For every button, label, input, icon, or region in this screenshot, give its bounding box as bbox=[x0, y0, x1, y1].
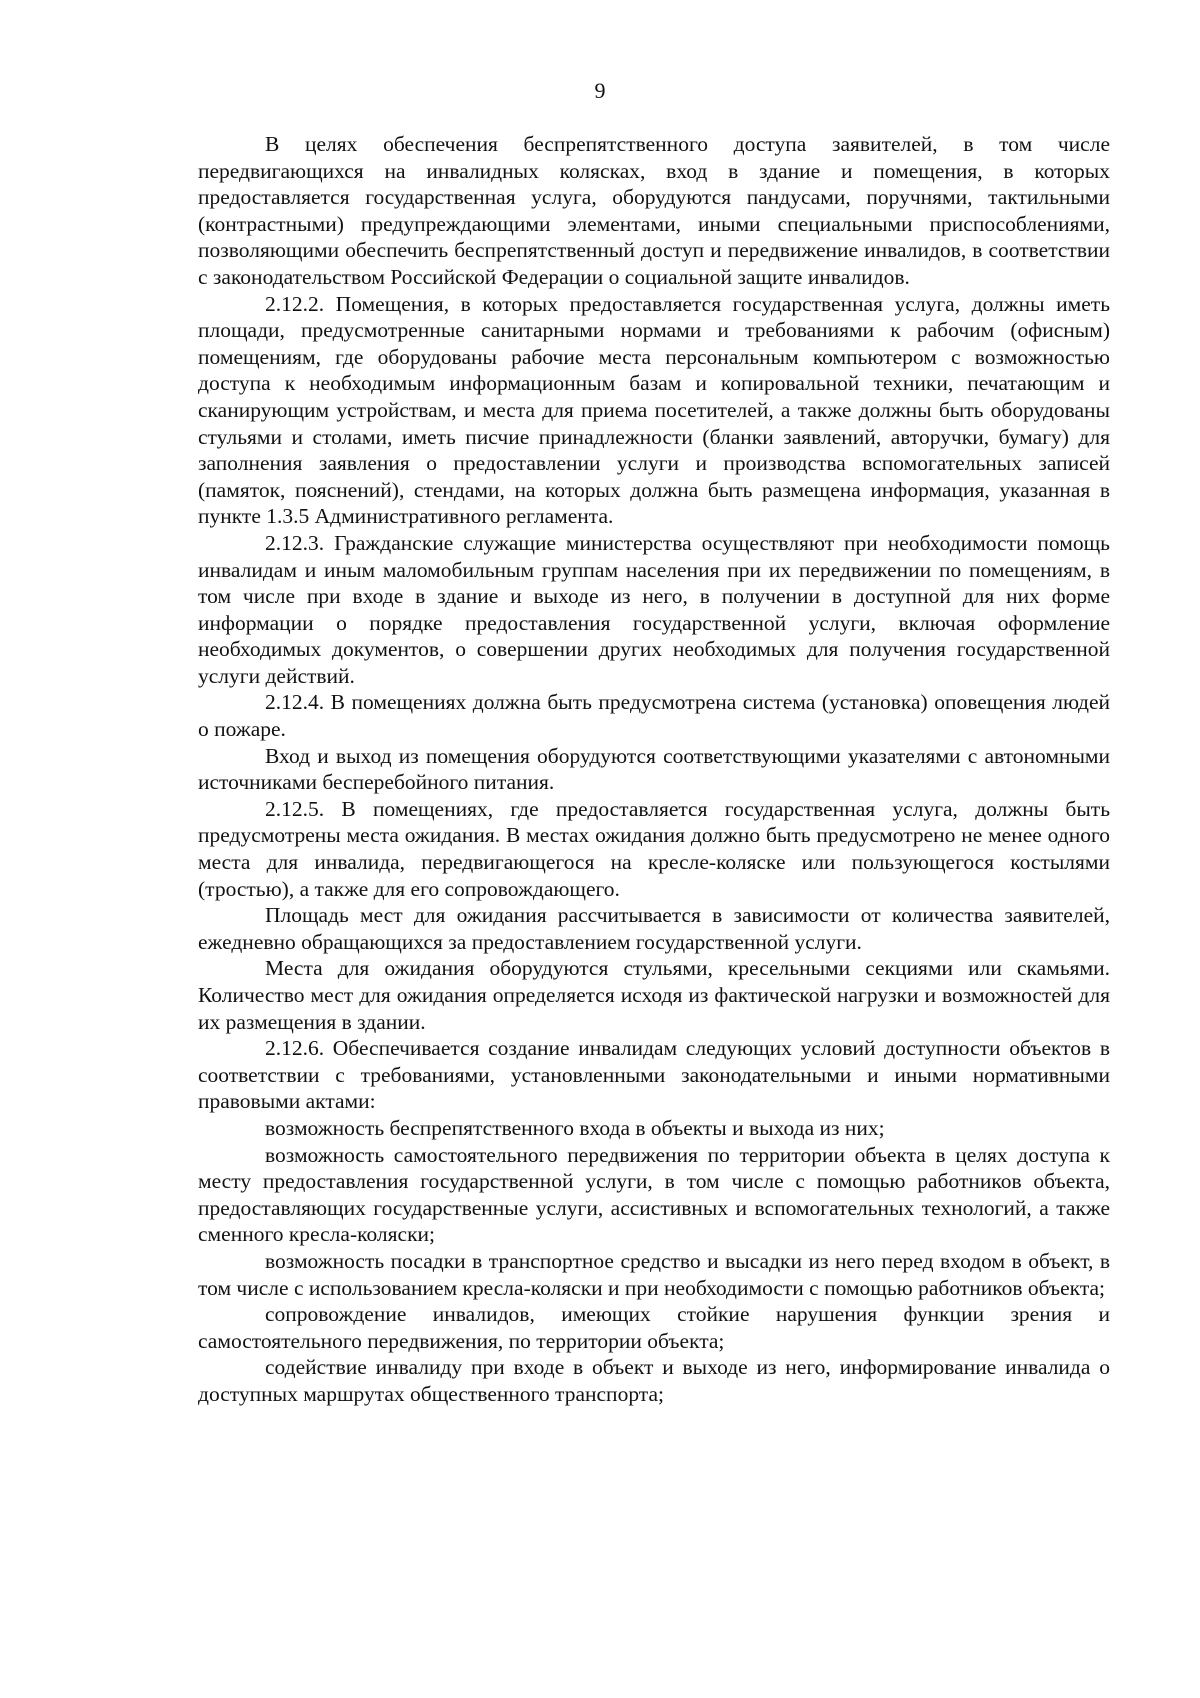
paragraph-entry-exit: Вход и выход из помещения оборудуются соответствующими указателями с автономными источниками бесперебойного питания. bbox=[198, 743, 1110, 795]
paragraph-2-12-3: 2.12.3. Гражданские служащие министерства осуществляют при необходимости помощь инвалидам и иным маломобильным группам населения при их передвижении по помещениям, в том числе при входе в здание и выходе из него, в получении в доступной для них форме информации о порядке предоставления государственной услуги, включая оформление необходимых документов, о совершении других необходимых для получения государственной услуги действий. bbox=[198, 530, 1110, 688]
paragraph-waiting-area: Площадь мест для ожидания рассчитывается в зависимости от количества заявителей, ежедневно обращающихся за предоставлением государственной услуги. bbox=[198, 903, 1110, 954]
paragraph-waiting-seats: Места для ожидания оборудуются стульями, кресельными секциями или скамьями. Количество мест для ожидания определяется исходя из фактической нагрузки и возможностей для их размещения в здании. bbox=[198, 956, 1110, 1034]
paragraph-accessibility-intro: В целях обеспечения беспрепятственного доступа заявителей, в том числе передвигающихся на инвалидных колясках, вход в здание и помещения, в которых предоставляется государственная услуга, оборудуются пандусами, поручнями, тактильными (контрастными) предупреждающими элементами, иными специальными приспособлениями, позволяющими обеспечить беспрепятственный доступ и передвижение инвалидов, в соответствии с законодательством Российской Федерации о социальной защите инвалидов. bbox=[198, 132, 1110, 289]
list-item-escort: сопровождение инвалидов, имеющих стойкие нарушения функции зрения и самостоятельного передвижения, по территории объекта; bbox=[198, 1302, 1110, 1353]
paragraph-2-12-5: 2.12.5. В помещениях, где предоставляется государственная услуга, должны быть предусмотрены места ожидания. В местах ожидания должно быть предусмотрено не менее одного места для инвалида, передвигающегося на кресле-коляске или пользующегося костылями (тростью), а также для его сопровождающего. bbox=[198, 796, 1110, 901]
list-item-assistance: содействие инвалиду при входе в объект и выходе из него, информирование инвалида о доступных маршрутах общественного транспорта; bbox=[198, 1355, 1110, 1406]
page-number: 9 bbox=[594, 78, 606, 103]
paragraph-2-12-6: 2.12.6. Обеспечивается создание инвалидам следующих условий доступности объектов в соответствии с требованиями, установленными законодательными и иными нормативными правовыми актами: bbox=[198, 1036, 1110, 1114]
paragraph-2-12-2: 2.12.2. Помещения, в которых предоставляется государственная услуга, должны иметь площади, предусмотренные санитарными нормами и требованиями к рабочим (офисным) помещениям, где оборудованы рабочие места персональным компьютером с возможностью доступа к необходимым информационным базам и копировальной техники, печатающим и сканирующим устройствам, и места для приема посетителей, а также должны быть оборудованы стульями и столами, иметь писчие принадлежности (бланки заявлений, авторучки, бумагу) для заполнения заявления о предоставлении услуги и производства вспомогательных записей (памяток, пояснений), стендами, на которых должна быть размещена информация, указанная в пункте 1.3.5 Административного регламента. bbox=[198, 291, 1110, 529]
paragraph-2-12-4: 2.12.4. В помещениях должна быть предусмотрена система (установка) оповещения людей о пожаре. bbox=[198, 690, 1110, 742]
document-body bbox=[198, 131, 1110, 1408]
list-item-entry-exit: возможность беспрепятственного входа в объекты и выхода из них; bbox=[265, 1115, 885, 1140]
list-item-transport-boarding: возможность посадки в транспортное средство и высадки из него перед входом в объект, в том числе с использованием кресла-коляски и при необходимости с помощью работников объекта; bbox=[198, 1248, 1110, 1300]
list-item-independent-movement: возможность самостоятельного передвижения по территории объекта в целях доступа к месту предоставления государственной услуги, в том числе с помощью работников объекта, предоставляющих государственные услуги, ассистивных и вспомогательных технологий, а также сменного кресла-коляски; bbox=[198, 1142, 1110, 1247]
